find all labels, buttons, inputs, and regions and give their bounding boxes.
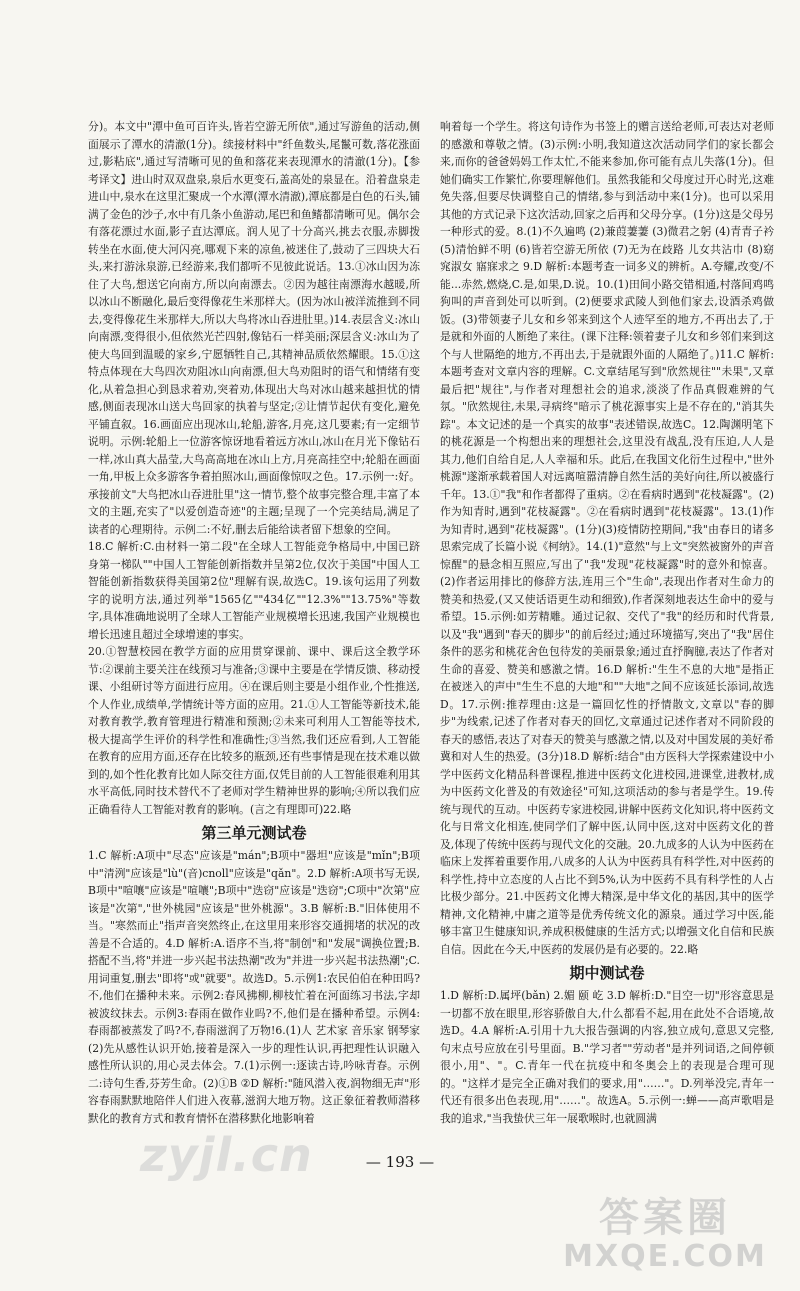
- watermark-mxqe: [560, 1195, 770, 1273]
- left-paragraph-3: 20.①智慧校园在教学方面的应用贯穿课前、课中、课后这全教学环节:②课前主要关注在线预习与准备;③课中主要是在学情反馈、移动授课、小组研讨等方面进行应用。④在课后则主要是小组作业,个性推送,个人作业,成绩单,学情统计等方面的应用。21.①人工智能等新技术,能对教育教学,教育管理进行精准和预测;②未来可利用人工智能等技术,极大提高学生评价的科学性和准确性;③当然,我们还应看到,人工智能在教育的应用方面,还存在比较多的瓶颈,还有些事情是现在技术难以做到的,如个性化教育比如人际交往方面,仅凭目前的人工智能很难利用其水平高低,同时技术替代不了老师对学生精神世界的影响;④所以我们应正确看待人工智能对教育的影响。(言之有理即可)22.略: [88, 645, 420, 816]
- right-column: [440, 118, 774, 1127]
- watermark-logo-text: 答案圈: [599, 1195, 731, 1241]
- right-paragraph-1: 响着每一个学生。将这句诗作为书签上的赠言送给老师,可表达对老师的感激和尊敬之情。(3)示例:小明,我知道这次活动同学们的家长都会来,而你的爸爸妈妈工作太忙,不能来参加,你可能有点儿失落(1分)。但她们确实工作繁忙,你要理解他们。虽然我能和父母度过开心时光,这难免失落,但要尽快调整自己的情绪,参与到活动中来(1分)。也可以采用其他的方式记录下这次活动,回家之后再和父母分享。(1分)这是父母另一种形式的爱。8.(1)不久遍鸣 (2)兼葭萋萋 (3)微君之躬 (4)青青子衿 (5)清怡鲜不明 (6)皆若空游无所依 (7)无为在歧路 儿女共沾巾 (8)窈窕淑女 寤寐求之 9.D 解析:本题考查一词多义的辨析。A.夸耀,改变/不能...赤然,燃烧,C.是,如果,D.说。10.(1)田间小路交错相通,村落间鸡鸣狗叫的声音到处可以听到。(2)便要求武陵人到他们家去,设酒杀鸡做饭。(3)带领妻子儿女和乡邻来到这个人迹罕至的地方,不再出去了,于是就和外面的人断绝了来往。(课下注释:领着妻子儿女和乡邻们来到这个与人世隔绝的地方,不再出去,于是就跟外面的人隔绝了。)11.C 解析:本题考查对文章内容的理解。C.文章结尾写到"欣然规往""未果",又章最后把"规往",与作者对理想社会的追求,淡淡了作品真假难辨的气氛。"欣然规往,未果,寻病终"暗示了桃花源事实上是不存在的,"消其失踪"。本文记述的是一个真实的故事"表述错误,故选C。12.陶渊明笔下的桃花源是一个构想出来的理想社会,这里没有战乱,没有压迫,人人是其力,他们自给自足,人人幸福和乐。此后,在我国文化衍生过程中,"世外桃源"遂渐承载着国人对远离喧嚣清静自然生活的美好向往,所以被盛行千年。13.①"我"和作者都得了重病。②在看病时遇到"花枝凝露"。(2)作为知青时,遇到"花枝凝露"。②在看病时遇到"花枝凝露"。13.(1)作为知青时,遇到"花枝凝露"。(1分)(3)疫情防控期间,"我"由春日的诸多思索完成了长篇小说《柯纳》。14.(1)"意然"与上文"突然被窗外的声音惊醒"的悬念相互照应,写出了"我"发现"花枝凝露"时的意外和惊喜。(2)作者运用排比的修辞方法,连用三个"生命",表现出作者对生命力的赞美和热爱,(又又使话语更生动和细致),作者深刻地表达生命中的爱与希望。15.示例:如芳精雕。通过记叙、交代了"我"的经历和时代背景,以及"我"遇到"春天的脚步"的前后经过;通过环境描写,突出了"我"居住条件的恶劣和桃花舍色包待发的美丽景象;通过直抒胸臆,表达了作者对生命的喜爱、赞美和感激之情。16.D 解析:"生生不息的大地"是指正在被迷入的声中"生生不息的大地"和""大地"之间不应该延长添词,故选D。17.示例:推荐理由:这是一篇回忆性的抒情散文,文章以"春的脚步"为线索,记述了作者对春天的回忆,文章通过记述作者对不同阶段的春天的感悟,表达了对春天的赞美与感激之情,以及对中国发展的美好希冀和对人生的热爱。(3分)18.D 解析:结合"由方医科大学探索建设中小学中医药文化精品科普课程,推进中医药文化进校园,进课堂,进教材,成为中医药文化普及的有效途径"可知,这项活动的参与者是学生。19.传统与现代的互动。中医药专家进校园,讲解中医药文化知识,将中医药文化与日常文化相连,使同学们了解中医,认同中医,这对中医药文化的普及,体现了传统中医药与现代文化的交融。20.九成多的人认为中医药在临床上发挥着重要作用,八成多的人认为中医药具有科学性,对中医药的科学性,持中立态度的人占比不到5%,认为中医药不具有科学性的人占比极少部分。21.中医药文化博大精深,是中华文化的基因,其中的医学精神,文化精神,中庸之道等是优秀传统文化的源泉。通过学习中医,能够丰富卫生健康知识,养成积极健康的生活方式;以增强文化自信和民族自信。因此在今天,中医药的发展仍是有必要的。22.略: [440, 120, 774, 956]
- right-paragraph-2: 1.D 解析:D.属坪(bǎn) 2.媚 颐 屹 3.D 解析:D."目空一切"形容意思是一切都不放在眼里,形容骄傲自大,什么都看不起,用在此处不合语境,故选D。4.A 解析:A.引用十九大报告强调的内容,独立成句,意思又完整,句末点号应放在引号里面。B."学习者""劳动者"是并列词语,之间停顿很小,用"、"。C.青年一代在抗疫中和冬奥会上的表现是合理可现的。"这样才是完全正确对我们的要求,用"……"。D.列举没完,青年一代还有很多出色表现,用"……"。故选A。5.示例一:蝉——高声歌唱是我的追求,"当我蛰伏三年一展歌喉时,也就圆满: [440, 989, 774, 1125]
- section-heading-unit3: 第三单元测试卷: [201, 824, 307, 842]
- section-heading-midterm: 期中测试卷: [569, 964, 645, 982]
- left-paragraph-4: 1.C 解析:A项中"尽态"应该是"mán";B项中"器坦"应该是"mǐn";B项中"清洌"应该是"lù"(音)cnoll"应该是"qǎn"。2.D 解析:A项书写无误,B项中"喧嚷"应该是"喧嚷";B项中"迭窃"应该是"迭窃";C项中"次第"应该是"次第","世外桃园"应该是"世外桃源"。3.B 解析:B."旧体使用不当。"寒然而止"指声音突然终止,在这里用来形容交通拥堵的状况的改善是不合适的。4.D 解析:A.语序不当,将"制创"和"发展"调换位置;B.搭配不当,将"并进一步兴起书法热潮"改为"并进一步兴起书法热潮";C.用词重复,删去"即将"或"就要"。故选D。5.示例1:农民伯伯在种田吗?不,他们在播种未来。示例2:春风拂柳,柳枝忙着在河面练习书法,字却被波纹抹去。示例3:春雨在做作业吗?不,他们是在播种希望。示例4:春雨都被蒸发了吗?不,春雨滋润了万物!6.(1)人 艺术家 音乐家 钢琴家 (2)先从感性认识开始,接着是深入一步的理性认识,再把理性认识融入感性所认识的,用心灵去体会。7.(1)示例一:逐读古诗,吟咏青春。示例二:诗句生香,芬芳生命。(2)①B ②D 解析:"随风潜入夜,润物细无声"形容春雨默默地陪伴人们进入夜幕,滋润大地万物。这正象征着教师潜移默化的教育方式和教育情怀在潜移默化地影响着: [88, 849, 420, 1125]
- left-column: [88, 118, 420, 1127]
- watermark-site-text: MXQE.COM: [563, 1239, 767, 1274]
- page-number: — 193 —: [365, 1153, 435, 1171]
- left-paragraph-2: 18.C 解析:C.由材料一第二段"在全球人工智能竞争格局中,中国已跻身第一梯队""中国人工智能创新指数并呈第2位,仅次于美国"中国人工智能创新指数获得美国第2位"理解有误,故选C。19.该句运用了列数字的说明方法,通过列举"1565亿""434亿""12.3%""13.75%"等数字,具体准确地说明了全球人工智能产业规模增长迅速,我国产业规模也增长迅速且超过全球增速的事实。: [88, 540, 420, 641]
- watermark-zyjl: zyjl.cn: [140, 1128, 313, 1182]
- left-paragraph-1: 分)。本文中"潭中鱼可百许头,皆若空游无所依",通过写游鱼的活动,侧面展示了潭水的清澈(1分)。续接材料中"纤鱼数头,尾鬣可数,落花涨面过,影粘底",通过写清晰可见的鱼和落花来表现潭水的清澈(1分)。【参考译文】进山时双双盘泉,泉后水更变石,盖高处的泉显在。沿着盘泉走进山中,泉水在这里汇聚成一个水潭(潭水清澈),潭底都是白色的石头,铺满了金色的沙子,水中有几条小鱼游动,尾巴和鱼鳍都清晰可见。偶尔会有落花漂过水面,影子直达潭底。润人见了十分高兴,挑去衣服,赤脚拨转坐在水面,使大河闪亮,哪观下来的凉鱼,被迷住了,鼓动了三四块大石头,来打游泳泉游,已经游来,我们都听不见彼此说话。13.①冰山因为冻住了大鸟,想送它向南方,所以向南漂去。②因为越往南漂海水越暖,所以冰山不断融化,最后变得像花生米那样大。(因为冰山被洋流推到不同去,变得像花生米那样大,所以大鸟将冰山吞进肚里。)14.表层含义:冰山向南漂,变得很小,但依然光芒四射,像钻石一样美丽;深层含义:冰山为了使大鸟回到温暖的家乡,宁愿牺牲自己,其精神品质依然耀眼。15.①这特点体现在大鸟四次劝阻冰山向南漂,但大鸟劝阻时的语气和情绪有变化,从着急担心到恳求着劝,突着劝,体现出大鸟对冰山越来越担忧的情感,侧面表现冰山送大鸟回家的执着与坚定;②让情节起伏有变化,避免平铺直叙。16.画面应出现冰山,轮船,游客,月亮,这几要素;有一定细节说明。示例:轮船上一位游客惊讶地看着远方冰山,冰山在月光下像钻石一样,冰山真大晶莹,大鸟高高地在冰山上方,月亮高挂空中;轮船在画面一角,甲板上众多游客争着拍照冰山,画面像惊叹之色。17.示例一:好。承接前文"大鸟把冰山吞进肚里"这一情节,整个故事完整合理,丰富了本文的主题,充实了"以爱创造奇迹"的主题;呈现了一个完美结局,满足了读者的心理期待。示例二:不好,删去后能给读者留下想象的空间。: [88, 120, 420, 536]
